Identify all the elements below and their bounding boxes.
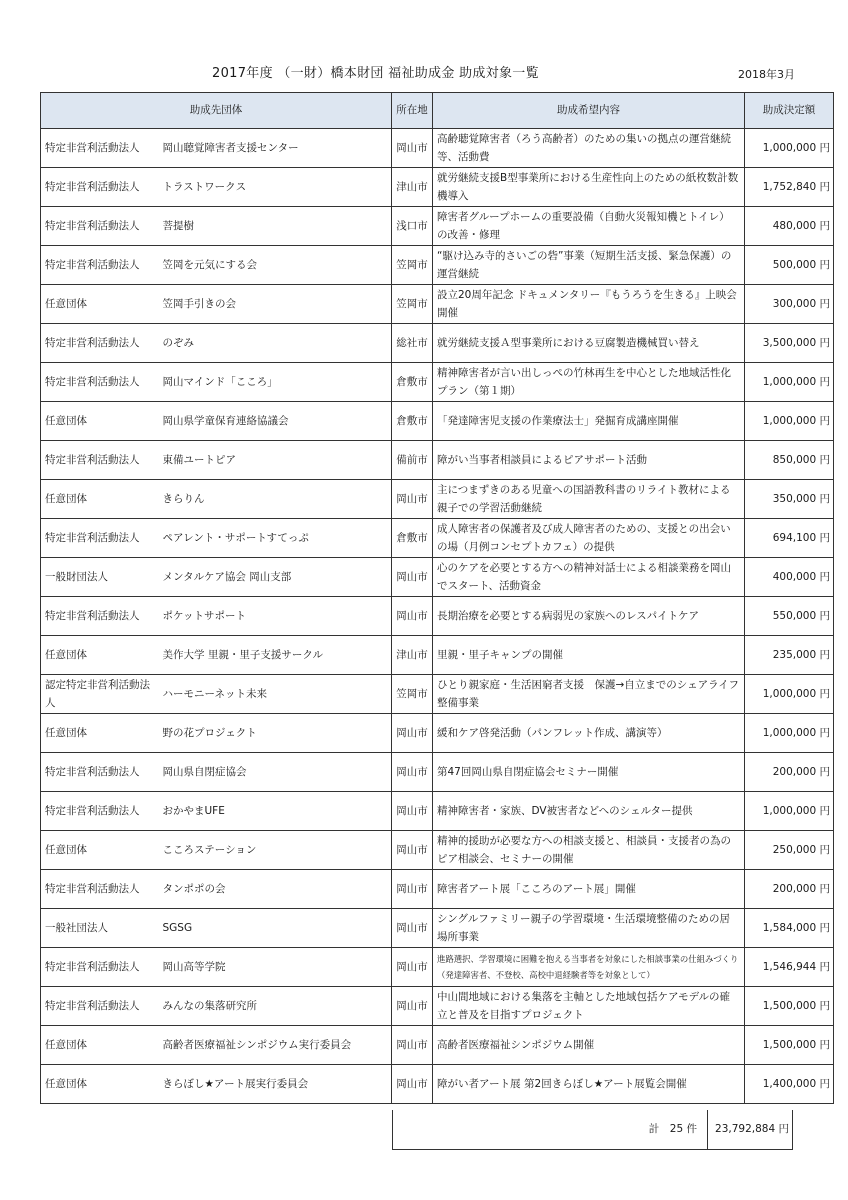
table-row	[41, 519, 834, 558]
amount-cell: 694,100 円	[745, 519, 834, 558]
content-cell: 就労継続支援B型事業所における生産性向上のための紙枚数計数機導入	[433, 168, 745, 207]
city-cell: 津山市	[392, 168, 433, 207]
table-row	[41, 597, 834, 636]
table-row	[41, 792, 834, 831]
org-type-cell: 一般社団法人	[41, 909, 159, 948]
org-name-cell: 美作大学 里親・里子支援サークル	[159, 636, 392, 675]
content-cell: 障がい者アート展 第2回きらぼし★アート展覧会開催	[433, 1065, 745, 1104]
table-row	[41, 987, 834, 1026]
city-cell: 岡山市	[392, 870, 433, 909]
org-name-cell: トラストワークス	[159, 168, 392, 207]
org-name-cell: 岡山聴覚障害者支援センター	[159, 129, 392, 168]
amount-cell: 200,000 円	[745, 870, 834, 909]
content-cell: 障がい当事者相談員によるピアサポート活動	[433, 441, 745, 480]
city-cell: 岡山市	[392, 480, 433, 519]
org-type-cell: 特定非営利活動法人	[41, 324, 159, 363]
amount-cell: 1,000,000 円	[745, 402, 834, 441]
table-row	[41, 1065, 834, 1104]
content-cell: ひとり親家庭・生活困窮者支援 保護→自立までのシェアライフ整備事業	[433, 675, 745, 714]
content-cell: 就労継続支援Ａ型事業所における豆腐製造機械買い替え	[433, 324, 745, 363]
table-row	[41, 441, 834, 480]
header-city: 所在地	[392, 93, 433, 129]
content-cell: 緩和ケア啓発活動（パンフレット作成、講演等）	[433, 714, 745, 753]
amount-cell: 1,400,000 円	[745, 1065, 834, 1104]
content-cell: 精神的援助が必要な方への相談支援と、相談員・支援者の為のピア相談会、セミナーの開催	[433, 831, 745, 870]
city-cell: 岡山市	[392, 948, 433, 987]
org-name-cell: 岡山県学童保育連絡協議会	[159, 402, 392, 441]
amount-cell: 1,500,000 円	[745, 1026, 834, 1065]
amount-cell: 480,000 円	[745, 207, 834, 246]
org-type-cell: 特定非営利活動法人	[41, 207, 159, 246]
org-type-cell: 特定非営利活動法人	[41, 948, 159, 987]
org-name-cell: メンタルケア協会 岡山支部	[159, 558, 392, 597]
table-row	[41, 402, 834, 441]
content-cell: 障害者アート展「こころのアート展」開催	[433, 870, 745, 909]
amount-cell: 1,000,000 円	[745, 675, 834, 714]
header-amount: 助成決定額	[745, 93, 834, 129]
org-name-cell: 岡山県自閉症協会	[159, 753, 392, 792]
city-cell: 倉敷市	[392, 402, 433, 441]
org-type-cell: 一般財団法人	[41, 558, 159, 597]
org-type-cell: 任意団体	[41, 831, 159, 870]
content-cell: 主につまずきのある児童への国語教科書のリライト教材による親子での学習活動継続	[433, 480, 745, 519]
total-row	[392, 1110, 793, 1150]
org-type-cell: 特定非営利活動法人	[41, 870, 159, 909]
org-name-cell: きらぼし★アート展実行委員会	[159, 1065, 392, 1104]
city-cell: 岡山市	[392, 558, 433, 597]
amount-cell: 400,000 円	[745, 558, 834, 597]
total-amount: 23,792,884 円	[715, 1123, 789, 1135]
city-cell: 岡山市	[392, 1026, 433, 1065]
city-cell: 岡山市	[392, 831, 433, 870]
amount-cell: 550,000 円	[745, 597, 834, 636]
content-cell: 進路選択、学習環境に困難を抱える当事者を対象にした相談事業の仕組みづくり（発達障害者、不登校、高校中退経験者等を対象として）	[433, 948, 745, 987]
table-row	[41, 909, 834, 948]
amount-cell: 850,000 円	[745, 441, 834, 480]
org-type-cell: 特定非営利活動法人	[41, 168, 159, 207]
amount-cell: 235,000 円	[745, 636, 834, 675]
table-row	[41, 324, 834, 363]
org-name-cell: みんなの集落研究所	[159, 987, 392, 1026]
amount-cell: 1,546,944 円	[745, 948, 834, 987]
document-title: 2017年度 （一財）橋本財団 福祉助成金 助成対象一覧	[212, 66, 539, 81]
org-name-cell: 東備ユートピア	[159, 441, 392, 480]
city-cell: 津山市	[392, 636, 433, 675]
content-cell: 「発達障害児支援の作業療法士」発掘育成講座開催	[433, 402, 745, 441]
city-cell: 倉敷市	[392, 519, 433, 558]
amount-cell: 200,000 円	[745, 753, 834, 792]
content-cell: 高齢聴覚障害者（ろう高齢者）のための集いの拠点の運営継続等、活動費	[433, 129, 745, 168]
table-row	[41, 948, 834, 987]
amount-cell: 1,000,000 円	[745, 129, 834, 168]
org-type-cell: 任意団体	[41, 285, 159, 324]
amount-cell: 1,752,840 円	[745, 168, 834, 207]
content-cell: “駆け込み寺的さいごの砦”事業（短期生活支援、緊急保護）の運営継続	[433, 246, 745, 285]
org-name-cell: おかやまUFE	[159, 792, 392, 831]
org-type-cell: 任意団体	[41, 402, 159, 441]
org-type-cell: 任意団体	[41, 480, 159, 519]
table-row	[41, 831, 834, 870]
document-date: 2018年3月	[738, 68, 795, 81]
city-cell: 岡山市	[392, 1065, 433, 1104]
content-cell: 高齢者医療福祉シンポジウム開催	[433, 1026, 745, 1065]
content-cell: 設立20周年記念 ドキュメンタリー『もうろうを生きる』上映会開催	[433, 285, 745, 324]
org-name-cell: ペアレント・サポートすてっぷ	[159, 519, 392, 558]
city-cell: 岡山市	[392, 909, 433, 948]
table-row	[41, 168, 834, 207]
content-cell: 里親・里子キャンプの開催	[433, 636, 745, 675]
org-type-cell: 特定非営利活動法人	[41, 363, 159, 402]
city-cell: 岡山市	[392, 129, 433, 168]
content-cell: 精神障害者・家族、DV被害者などへのシェルター提供	[433, 792, 745, 831]
org-name-cell: 岡山マインド「こころ」	[159, 363, 392, 402]
org-name-cell: ポケットサポート	[159, 597, 392, 636]
table-row	[41, 129, 834, 168]
table-row	[41, 636, 834, 675]
table-row	[41, 870, 834, 909]
table-row	[41, 480, 834, 519]
amount-cell: 1,584,000 円	[745, 909, 834, 948]
org-name-cell: 笠岡手引きの会	[159, 285, 392, 324]
table-row	[41, 1026, 834, 1065]
amount-cell: 250,000 円	[745, 831, 834, 870]
org-type-cell: 任意団体	[41, 636, 159, 675]
city-cell: 岡山市	[392, 792, 433, 831]
content-cell: 第47回岡山県自閉症協会セミナー開催	[433, 753, 745, 792]
table-row	[41, 675, 834, 714]
content-cell: 長期治療を必要とする病弱児の家族へのレスパイトケア	[433, 597, 745, 636]
city-cell: 総社市	[392, 324, 433, 363]
total-count: 計 25 件	[393, 1110, 708, 1149]
org-type-cell: 認定特定非営利活動法人	[41, 675, 159, 714]
content-cell: 精神障害者が言い出しっぺの竹林再生を中心とした地域活性化プラン（第１期）	[433, 363, 745, 402]
table-row	[41, 285, 834, 324]
city-cell: 笠岡市	[392, 285, 433, 324]
org-type-cell: 特定非営利活動法人	[41, 792, 159, 831]
content-cell: 中山間地域における集落を主軸とした地域包括ケアモデルの確立と普及を目指すプロジェクト	[433, 987, 745, 1026]
org-name-cell: きらりん	[159, 480, 392, 519]
amount-cell: 350,000 円	[745, 480, 834, 519]
city-cell: 備前市	[392, 441, 433, 480]
amount-cell: 1,000,000 円	[745, 792, 834, 831]
city-cell: 岡山市	[392, 987, 433, 1026]
amount-cell: 1,000,000 円	[745, 714, 834, 753]
org-type-cell: 特定非営利活動法人	[41, 441, 159, 480]
org-name-cell: のぞみ	[159, 324, 392, 363]
org-name-cell: 高齢者医療福祉シンポジウム実行委員会	[159, 1026, 392, 1065]
org-name-cell: SGSG	[159, 909, 392, 948]
city-cell: 倉敷市	[392, 363, 433, 402]
org-type-cell: 特定非営利活動法人	[41, 519, 159, 558]
amount-cell: 3,500,000 円	[745, 324, 834, 363]
amount-cell: 300,000 円	[745, 285, 834, 324]
org-name-cell: 野の花プロジェクト	[159, 714, 392, 753]
org-type-cell: 特定非営利活動法人	[41, 246, 159, 285]
org-type-cell: 特定非営利活動法人	[41, 597, 159, 636]
content-cell: シングルファミリー親子の学習環境・生活環境整備のための居場所事業	[433, 909, 745, 948]
org-name-cell: 岡山高等学院	[159, 948, 392, 987]
amount-cell: 500,000 円	[745, 246, 834, 285]
city-cell: 笠岡市	[392, 675, 433, 714]
table-row	[41, 714, 834, 753]
amount-cell: 1,000,000 円	[745, 363, 834, 402]
org-type-cell: 特定非営利活動法人	[41, 129, 159, 168]
city-cell: 岡山市	[392, 597, 433, 636]
org-name-cell: 笠岡を元気にする会	[159, 246, 392, 285]
amount-cell: 1,500,000 円	[745, 987, 834, 1026]
org-name-cell: 菩提樹	[159, 207, 392, 246]
org-name-cell: タンポポの会	[159, 870, 392, 909]
org-type-cell: 特定非営利活動法人	[41, 987, 159, 1026]
org-name-cell: こころステーション	[159, 831, 392, 870]
org-type-cell: 任意団体	[41, 1065, 159, 1104]
city-cell: 笠岡市	[392, 246, 433, 285]
table-header-row	[41, 93, 834, 129]
content-cell: 心のケアを必要とする方への精神対話士による相談業務を岡山でスタート、活動資金	[433, 558, 745, 597]
table-row	[41, 558, 834, 597]
table-row	[41, 753, 834, 792]
org-name-cell: ハーモニーネット未来	[159, 675, 392, 714]
content-cell: 障害者グループホームの重要設備（自動火災報知機とトイレ）の改善・修理	[433, 207, 745, 246]
grant-table	[40, 92, 834, 1104]
table-row	[41, 363, 834, 402]
org-type-cell: 任意団体	[41, 1026, 159, 1065]
table-row	[41, 246, 834, 285]
org-type-cell: 特定非営利活動法人	[41, 753, 159, 792]
content-cell: 成人障害者の保護者及び成人障害者のための、支援との出会いの場（月例コンセプトカフェ）の提供	[433, 519, 745, 558]
city-cell: 浅口市	[392, 207, 433, 246]
table-row	[41, 207, 834, 246]
city-cell: 岡山市	[392, 753, 433, 792]
header-content: 助成希望内容	[433, 93, 745, 129]
header-org: 助成先団体	[41, 93, 392, 129]
city-cell: 岡山市	[392, 714, 433, 753]
org-type-cell: 任意団体	[41, 714, 159, 753]
